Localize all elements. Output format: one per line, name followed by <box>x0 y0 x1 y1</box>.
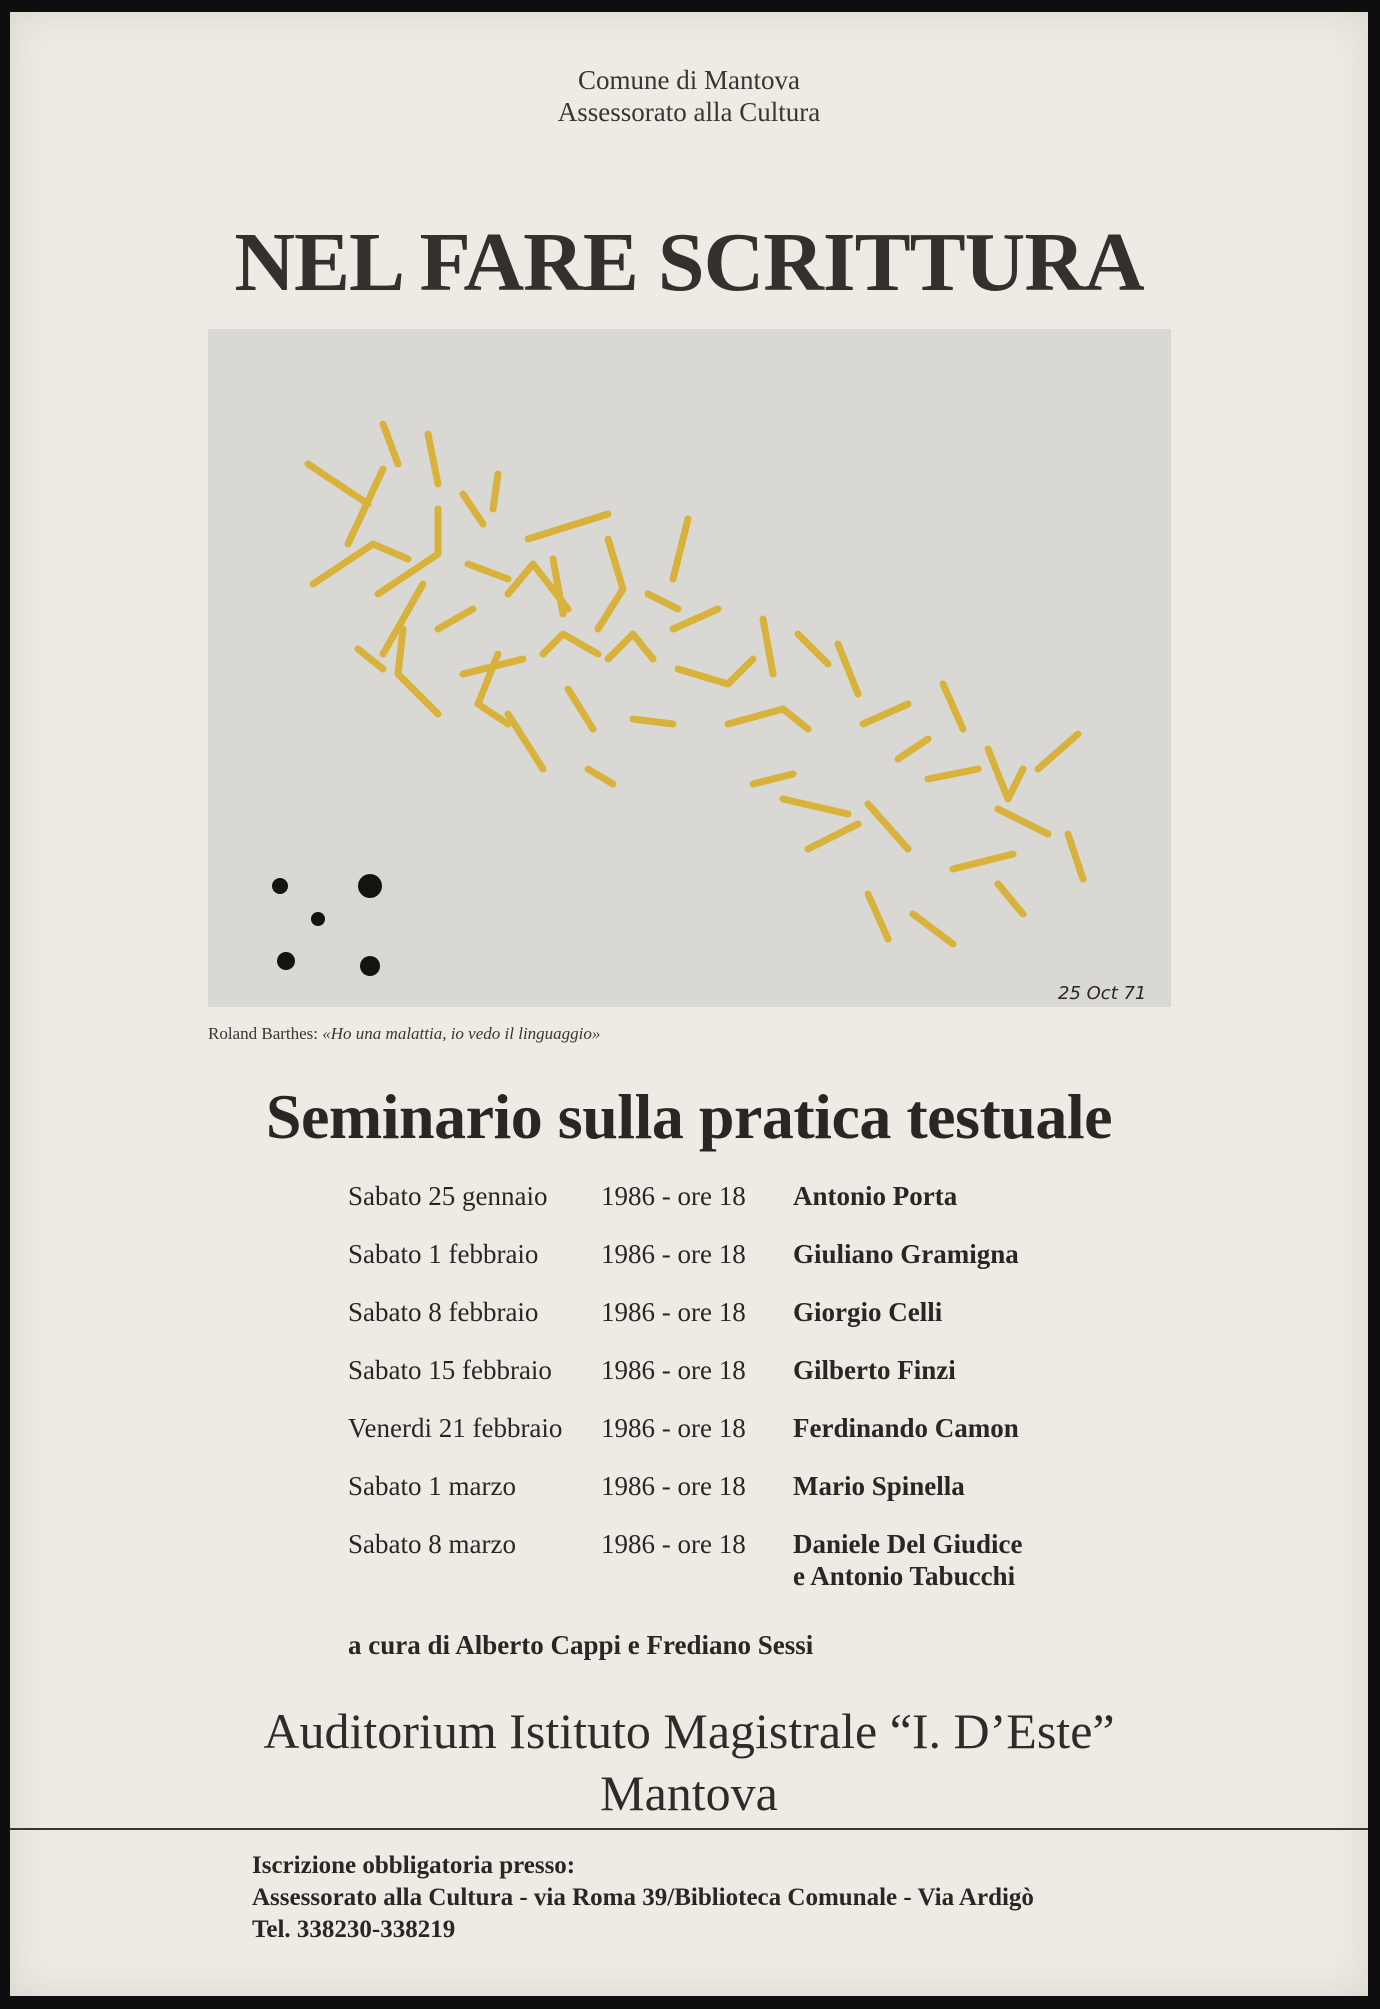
footer-divider <box>10 1828 1368 1830</box>
ink-stroke <box>868 804 908 849</box>
ink-stroke <box>838 644 858 694</box>
ink-stroke <box>998 809 1048 834</box>
schedule-time: 1986 - ore 18 <box>601 1181 746 1211</box>
schedule-time: 1986 - ore 18 <box>601 1297 746 1327</box>
schedule-row <box>348 1528 1148 1591</box>
ink-stroke <box>348 469 383 544</box>
ink-stroke <box>383 424 398 464</box>
main-title: NEL FARE SCRITTURA <box>234 216 1144 309</box>
footer-registration-label: Iscrizione obbligatoria presso: <box>252 1852 576 1879</box>
schedule-day: Sabato 15 febbraio <box>348 1355 552 1385</box>
ink-stroke <box>913 914 953 944</box>
ink-stroke <box>468 564 508 579</box>
schedule-day: Sabato 25 gennaio <box>348 1181 548 1211</box>
registration-footer <box>252 1850 1034 1946</box>
schedule-row <box>348 1238 1148 1296</box>
ink-stroke <box>1068 834 1083 879</box>
venue-city: Mantova <box>600 1765 778 1821</box>
schedule-time: 1986 - ore 18 <box>601 1239 746 1269</box>
schedule-day: Sabato 8 marzo <box>348 1529 516 1559</box>
ink-dot <box>358 874 382 898</box>
ink-dot <box>360 956 380 976</box>
caption-author: Roland Barthes: <box>208 1024 323 1043</box>
ink-stroke <box>868 894 888 939</box>
ink-stroke <box>673 519 688 579</box>
schedule-day: Sabato 8 febbraio <box>348 1297 539 1327</box>
schedule-speaker-second: e Antonio Tabucchi <box>793 1561 1016 1591</box>
schedule-speaker: Daniele Del Giudice <box>793 1529 1023 1559</box>
ink-dot <box>277 952 295 970</box>
ink-stroke <box>463 494 483 524</box>
schedule-speaker: Mario Spinella <box>793 1471 965 1501</box>
schedule-row <box>348 1412 1148 1470</box>
ink-stroke <box>438 609 473 629</box>
schedule-day: Sabato 1 febbraio <box>348 1239 539 1269</box>
ink-stroke <box>953 854 1013 869</box>
ink-stroke <box>753 774 793 784</box>
ink-stroke <box>633 719 673 724</box>
ink-stroke <box>543 634 598 654</box>
ink-stroke <box>943 684 963 729</box>
ink-dot <box>311 912 325 926</box>
ink-stroke <box>763 619 773 674</box>
ink-stroke <box>783 799 848 814</box>
schedule-time: 1986 - ore 18 <box>601 1471 746 1501</box>
ink-stroke <box>313 544 408 584</box>
schedule-row <box>348 1180 1148 1238</box>
footer-phone: Tel. 338230-338219 <box>252 1916 456 1943</box>
ink-stroke <box>1038 734 1078 769</box>
schedule-row <box>348 1354 1148 1412</box>
ink-stroke <box>588 769 613 784</box>
ink-stroke <box>608 634 653 659</box>
ink-stroke <box>648 594 678 609</box>
ink-stroke <box>928 769 978 779</box>
venue-name: Auditorium Istituto Magistrale “I. D’Este” <box>263 1703 1115 1759</box>
schedule-row <box>348 1296 1148 1354</box>
schedule-speaker: Giorgio Celli <box>793 1297 943 1327</box>
ink-stroke <box>428 434 438 484</box>
schedule-time: 1986 - ore 18 <box>601 1355 746 1385</box>
ink-stroke <box>798 634 828 664</box>
artwork-caption <box>208 1024 600 1044</box>
issuer-line-comune: Comune di Mantova <box>578 65 800 95</box>
ink-stroke <box>998 884 1023 914</box>
issuer-line-assessorato: Assessorato alla Cultura <box>557 97 821 127</box>
ink-stroke <box>398 629 438 714</box>
schedule-day: Sabato 1 marzo <box>348 1471 516 1501</box>
issuer-header <box>10 64 1368 128</box>
artwork-signature: 25 Oct 71 <box>1058 983 1147 1004</box>
ink-stroke <box>863 704 908 724</box>
ink-dot <box>272 878 288 894</box>
ink-stroke <box>808 824 858 849</box>
ink-stroke <box>308 464 368 504</box>
schedule-row <box>348 1470 1148 1528</box>
ink-stroke <box>528 514 608 539</box>
schedule-time: 1986 - ore 18 <box>601 1529 746 1559</box>
ink-stroke <box>508 714 543 769</box>
ink-stroke <box>598 539 623 629</box>
ink-stroke <box>728 709 808 729</box>
caption-quote: «Ho una malattia, io vedo il linguaggio» <box>322 1024 601 1043</box>
ink-strokes <box>308 424 1083 944</box>
curators-credit: a cura di Alberto Cappi e Frediano Sessi <box>348 1630 814 1660</box>
poster <box>10 12 1368 1996</box>
ink-stroke <box>988 749 1023 799</box>
ink-stroke <box>358 649 383 669</box>
ink-stroke <box>568 689 593 729</box>
schedule-time: 1986 - ore 18 <box>601 1413 746 1443</box>
schedule-day: Venerdi 21 febbraio <box>348 1413 563 1443</box>
schedule-speaker: Antonio Porta <box>793 1181 958 1211</box>
ink-stroke <box>493 474 498 509</box>
schedule-speaker: Giuliano Gramigna <box>793 1239 1019 1269</box>
schedule-speaker: Ferdinando Camon <box>793 1413 1019 1443</box>
footer-address: Assessorato alla Cultura - via Roma 39/Biblioteca Comunale - Via Ardigò <box>252 1884 1034 1911</box>
schedule-list <box>348 1180 1148 1591</box>
calligraphy-drawing <box>208 329 1171 1007</box>
artwork-calligraphy <box>208 329 1171 1007</box>
schedule-speaker: Gilberto Finzi <box>793 1355 956 1385</box>
ink-stroke <box>678 659 753 684</box>
ink-stroke <box>898 739 928 759</box>
seminar-subtitle: Seminario sulla pratica testuale <box>265 1081 1113 1152</box>
ink-dots <box>272 874 382 976</box>
